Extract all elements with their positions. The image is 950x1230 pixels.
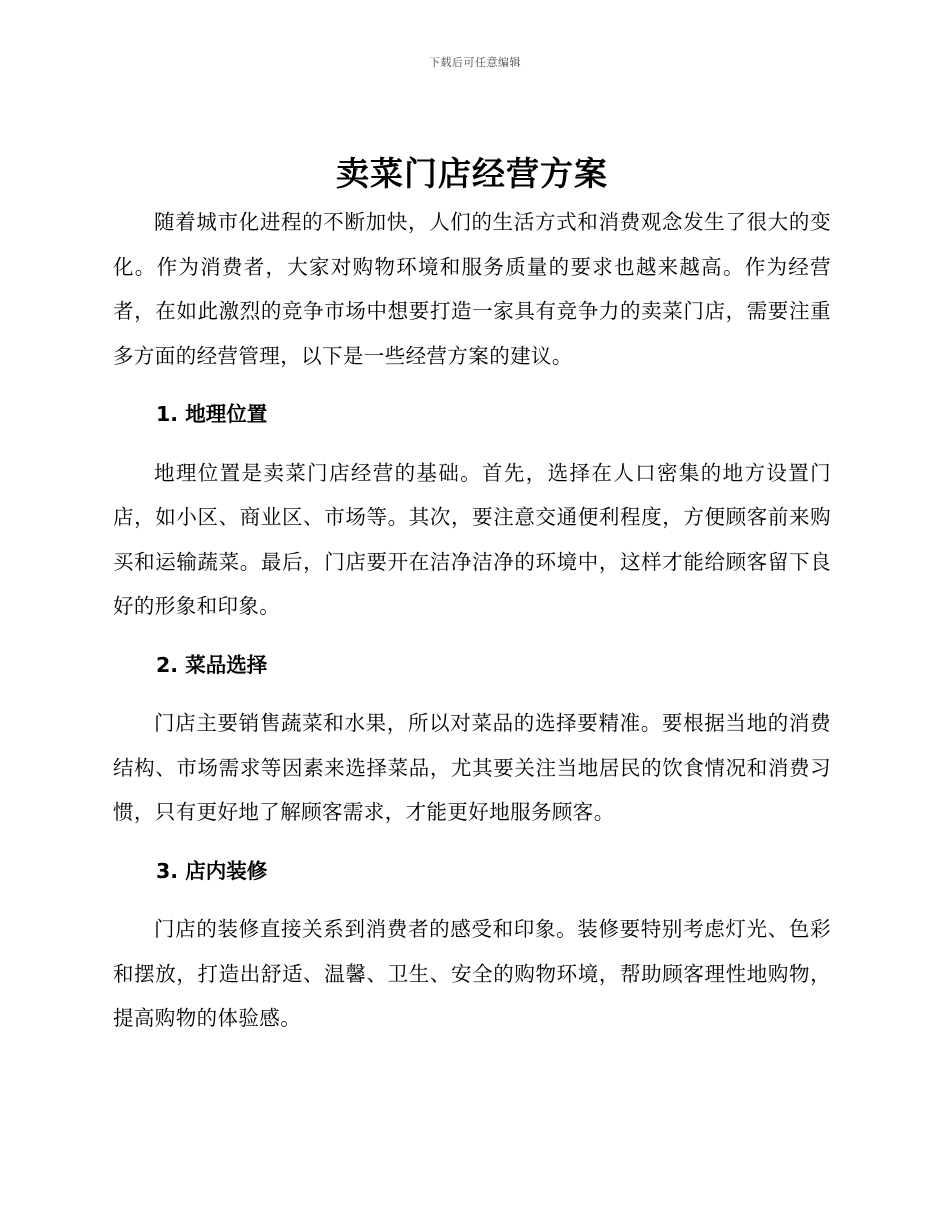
section-heading: 2. 菜品选择 <box>156 652 268 677</box>
section-store-decoration <box>113 849 831 1041</box>
intro-paragraph: 随着城市化进程的不断加快，人们的生活方式和消费观念发生了很大的变化。作为消费者，大家对购物环境和服务质量的要求也越来越高。作为经营者，在如此激烈的竞争市场中想要打造一家具有竞争力的卖菜门店，需要注重多方面的经营管理，以下是一些经营方案的建议。 <box>113 210 831 368</box>
document-title: 卖菜门店经营方案 <box>336 154 608 193</box>
section-paragraph: 门店主要销售蔬菜和水果，所以对菜品的选择要精准。要根据当地的消费结构、市场需求等因素来选择菜品，尤其要关注当地居民的饮食情况和消费习惯，只有更好地了解顾客需求，才能更好地服务顾客。 <box>113 711 831 824</box>
section-location <box>113 392 831 629</box>
section-paragraph: 门店的装修直接关系到消费者的感受和印象。装修要特别考虑灯光、色彩和摆放，打造出舒适、温馨、卫生、安全的购物环境，帮助顾客理性地购物，提高购物的体验感。 <box>113 917 831 1030</box>
section-heading: 1. 地理位置 <box>156 402 268 426</box>
document-body <box>113 148 831 1041</box>
section-paragraph: 地理位置是卖菜门店经营的基础。首先，选择在人口密集的地方设置门店，如小区、商业区、市场等。其次，要注意交通便利程度，方便顾客前来购买和运输蔬菜。最后，门店要开在洁净洁净的环境中，这样才能给顾客留下良好的形象和印象。 <box>113 460 831 618</box>
section-product-selection <box>113 643 831 835</box>
section-heading: 3. 店内装修 <box>156 858 268 883</box>
header-note: 下载后可任意编辑 <box>429 56 521 69</box>
